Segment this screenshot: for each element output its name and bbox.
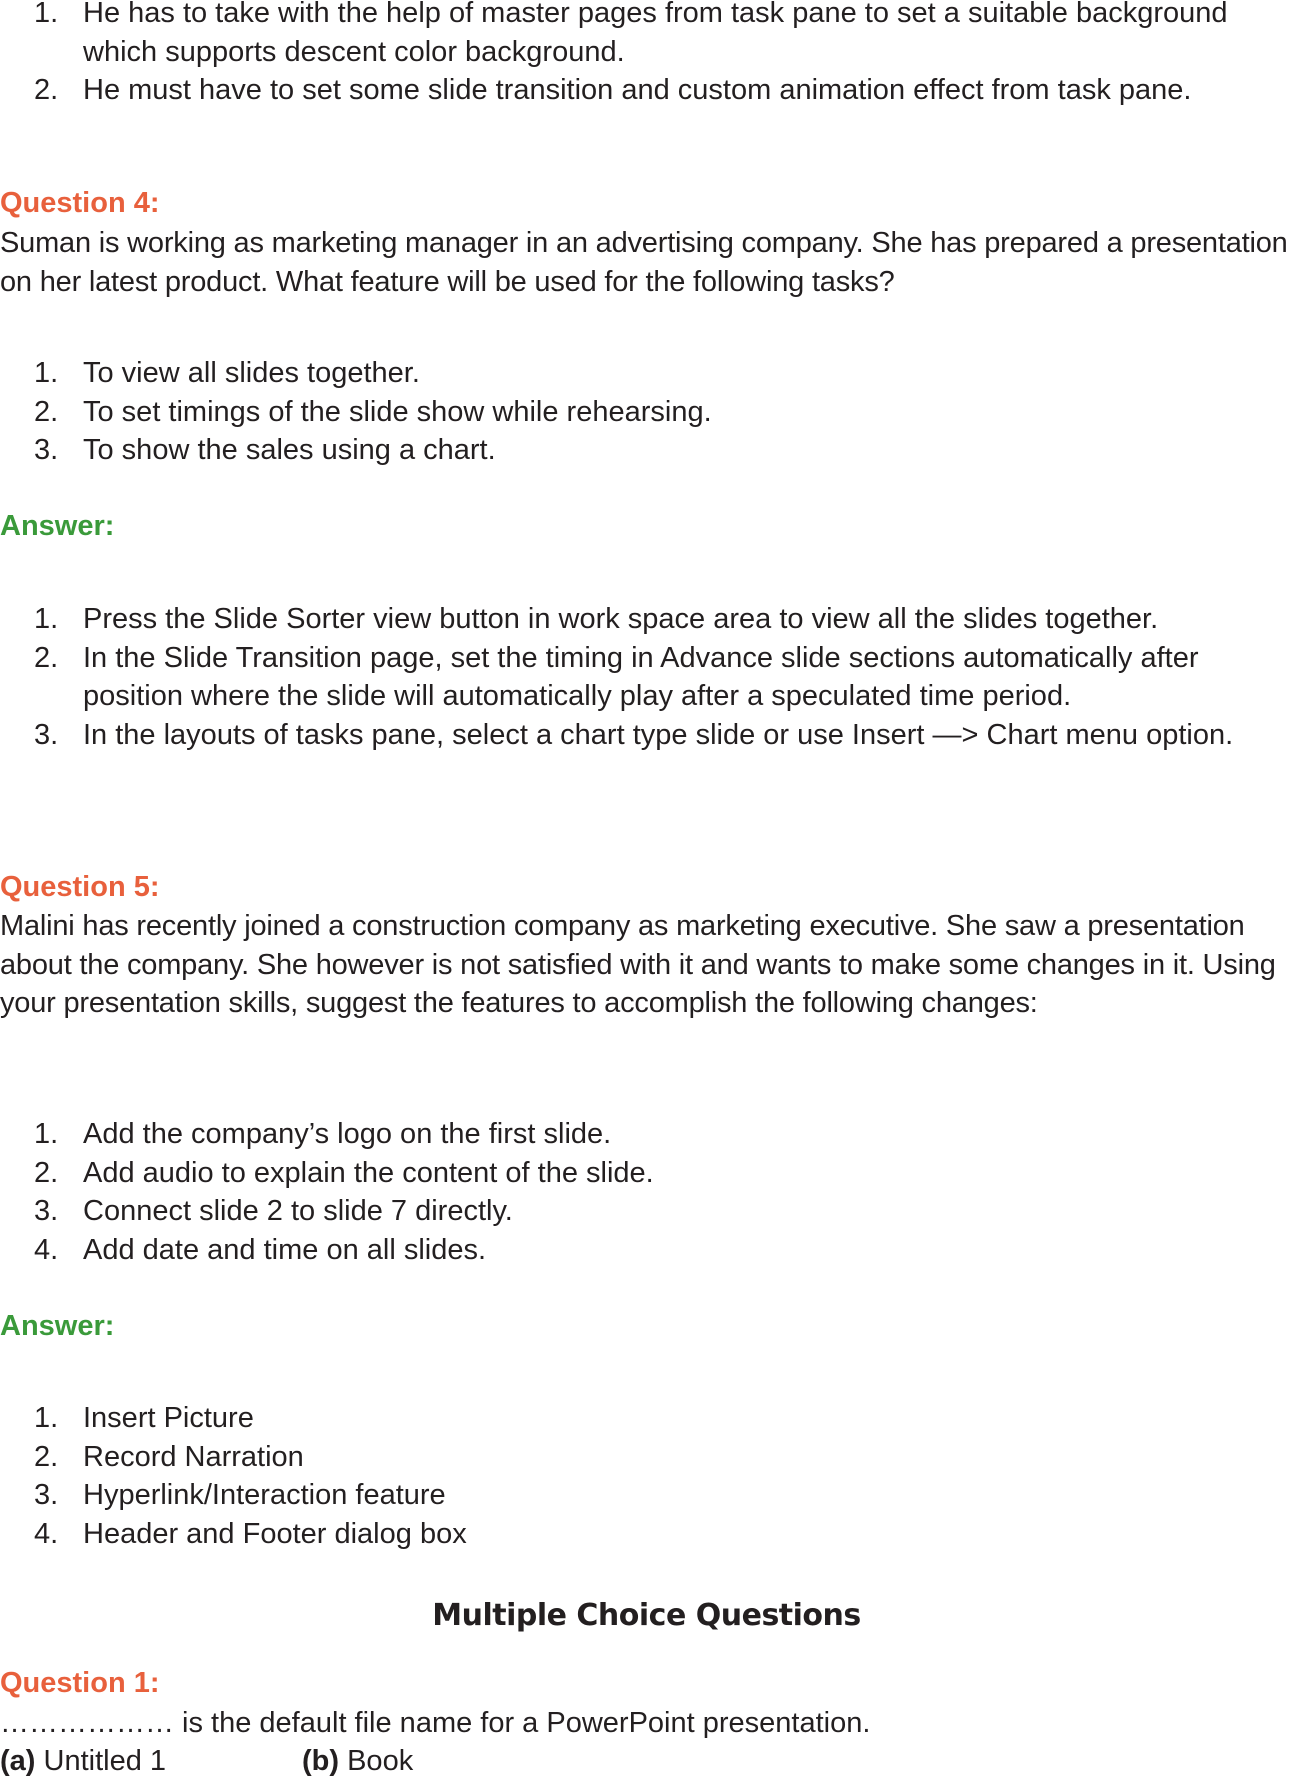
question-4-text: Suman is working as marketing manager in an advertising company. She has prepared a presentation on her latest product. What feature will be used for the following tasks?: [0, 227, 1288, 298]
mcq-question-1-options: [0, 1742, 1293, 1781]
mcq-question-1-heading: Question 1:: [0, 1667, 160, 1699]
list-item: 1. Press the Slide Sorter view button in work space area to view all the slides together.: [34, 603, 1159, 635]
list-item: 3. In the layouts of tasks pane, select a chart type slide or use Insert —> Chart menu option.: [34, 718, 1234, 751]
list-item: 4. Header and Footer dialog box: [34, 1517, 467, 1550]
question-5-text: Malini has recently joined a construction company as marketing executive. She saw a presentation about the company. She however is not satisfied with it and wants to make some changes in it. Using your presentation skills, suggest the features to accomplish the following changes:: [0, 910, 1276, 1019]
mcq-question-1-text: ……………… is the default file name for a PowerPoint presentation.: [0, 1707, 871, 1739]
list-item: 2. He must have to set some slide transition and custom animation effect from task pane.: [34, 74, 1192, 106]
question-5-answer-heading: Answer:: [0, 1310, 115, 1342]
question-4-heading: Question 4:: [0, 187, 160, 219]
list-item: 1. He has to take with the help of master pages from task pane to set a suitable background which supports descent color background.: [34, 0, 1228, 68]
question-5-list: [0, 1115, 1293, 1269]
list-item: 2. Add audio to explain the content of the slide.: [34, 1156, 654, 1189]
previous-answer-list: [0, 0, 1293, 110]
question-4-answer-list: [0, 600, 1293, 754]
question-5-answer-list: [0, 1399, 1293, 1553]
list-item: 2. In the Slide Transition page, set the timing in Advance slide sections automatically after position where the slide will automatically play after a speculated time period.: [34, 641, 1199, 712]
list-item: 1. Insert Picture: [34, 1402, 254, 1434]
question-4-list: [0, 354, 1293, 470]
question-4-answer-heading: Answer:: [0, 510, 115, 542]
option-b: (b) Book: [302, 1745, 414, 1777]
option-a: (a) Untitled 1: [0, 1745, 167, 1777]
list-item: 4. Add date and time on all slides.: [34, 1233, 487, 1266]
question-5-heading: Question 5:: [0, 871, 160, 903]
list-item: 3. To show the sales using a chart.: [34, 434, 496, 466]
list-item: 1. To view all slides together.: [34, 357, 420, 389]
list-item: 3. Hyperlink/Interaction feature: [34, 1479, 446, 1511]
list-item: 3. Connect slide 2 to slide 7 directly.: [34, 1195, 513, 1227]
list-item: 2. Record Narration: [34, 1440, 304, 1473]
list-item: 2. To set timings of the slide show while rehearsing.: [34, 395, 712, 428]
list-item: 1. Add the company’s logo on the first slide.: [34, 1118, 612, 1150]
mcq-section-title: Multiple Choice Questions: [432, 1598, 861, 1633]
